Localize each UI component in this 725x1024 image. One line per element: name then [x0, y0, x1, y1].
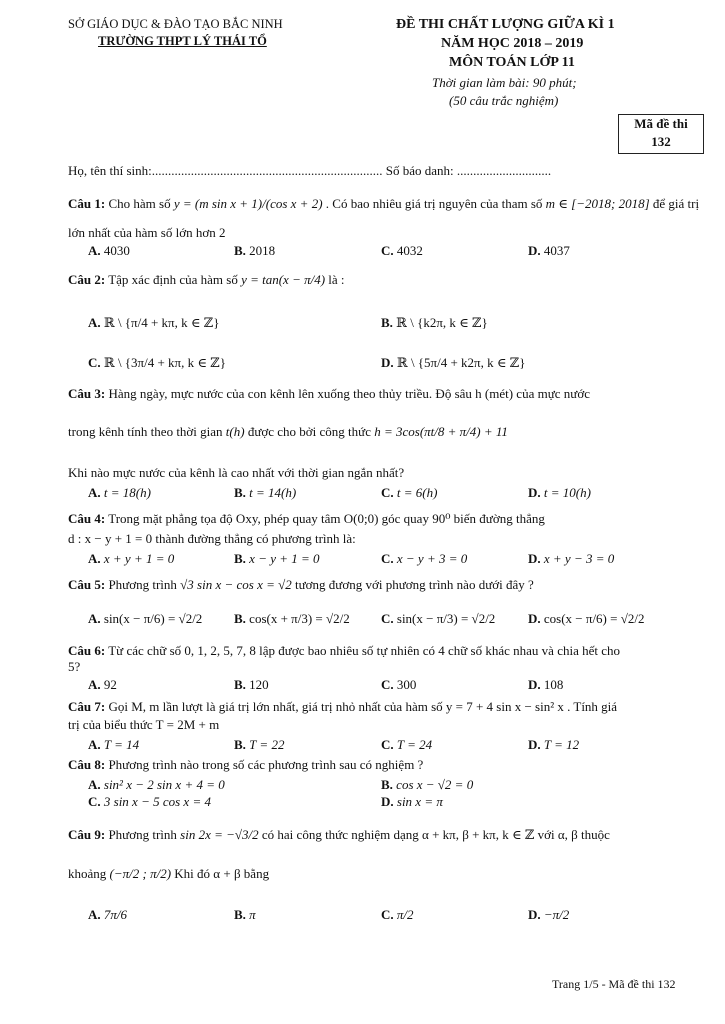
- q9-option-b[interactable]: B. π: [234, 907, 256, 922]
- question-7-cont: trị của biểu thức T = 2M + m: [68, 717, 220, 732]
- q3-option-b[interactable]: B. t = 14(h): [234, 485, 297, 500]
- question-5: Câu 5: Phương trình √3 sin x − cos x = √2 tương đương với phương trình nào dưới đây ?: [68, 577, 534, 592]
- q5-option-a[interactable]: A. sin(x − π/6) = √2/2: [88, 611, 203, 626]
- q6-option-b[interactable]: B. 120: [234, 677, 269, 692]
- student-info-line: Họ, tên thí sinh:....................................................................... Số báo danh: .............................: [68, 163, 552, 178]
- question-7: Câu 7: Gọi M, m lần lượt là giá trị lớn nhất, giá trị nhỏ nhất của hàm số y = 7 + 4 sin x − sin² x . Tính giá: [68, 699, 618, 714]
- q2-option-a[interactable]: A. ℝ \ {π/4 + kπ, k ∈ ℤ}: [88, 315, 220, 330]
- q1-option-a[interactable]: A. 4030: [88, 243, 130, 258]
- question-8: Câu 8: Phương trình nào trong số các phương trình sau có nghiệm ?: [68, 757, 424, 772]
- question-3-formula-line: trong kênh tính theo thời gian t(h) được cho bởi công thức h = 3cos(πt/8 + π/4) + 11: [68, 424, 508, 439]
- question-9: Câu 9: Phương trình sin 2x = −√3/2 có hai công thức nghiệm dạng α + kπ, β + kπ, k ∈ ℤ với α, β thuộc: [68, 827, 610, 842]
- q5-option-c[interactable]: C. sin(x − π/3) = √2/2: [381, 611, 496, 626]
- q2-formula: y = tan(x − π/4): [241, 272, 326, 287]
- q1-formula: y = (m sin x + 1)/(cos x + 2): [173, 196, 323, 211]
- q3-option-c[interactable]: C. t = 6(h): [381, 485, 438, 500]
- q3-option-a[interactable]: A. t = 18(h): [88, 485, 151, 500]
- question-3-ask: Khi nào mực nước của kênh là cao nhất với thời gian ngắn nhất?: [68, 465, 405, 480]
- q9-option-c[interactable]: C. π/2: [381, 907, 414, 922]
- question-3: Câu 3: Hàng ngày, mực nước của con kênh lên xuống theo thủy triều. Độ sâu h (mét) của mực nước: [68, 386, 590, 401]
- q8-option-c[interactable]: C. 3 sin x − 5 cos x = 4: [88, 794, 211, 809]
- question-6-cont: 5?: [68, 659, 81, 674]
- school-name: TRƯỜNG THPT LÝ THÁI TỔ: [98, 34, 267, 48]
- subject-title: MÔN TOÁN LỚP 11: [449, 55, 575, 70]
- question-4-cont: d : x − y + 1 = 0 thành đường thẳng có phương trình là:: [68, 531, 356, 546]
- page-footer: Trang 1/5 - Mã đề thi 132: [552, 977, 676, 991]
- q9-formula: sin 2x = −√3/2: [180, 827, 259, 842]
- q9-option-d[interactable]: D. −π/2: [528, 907, 570, 922]
- exam-code-label: Mã đề thi: [634, 116, 688, 131]
- question-4: Câu 4: Trong mặt phẳng tọa độ Oxy, phép quay tâm O(0;0) góc quay 90⁰ biến đường thẳng: [68, 511, 545, 526]
- question-1: Câu 1: Cho hàm số y = (m sin x + 1)/(cos x + 2) . Có bao nhiêu giá trị nguyên của tham số m ∈ [−2018; 2018] để giá trị: [68, 196, 700, 211]
- q8-option-d[interactable]: D. sin x = π: [381, 794, 443, 809]
- school-year: NĂM HỌC 2018 – 2019: [441, 36, 584, 51]
- q8-option-a[interactable]: A. sin² x − 2 sin x + 4 = 0: [88, 777, 225, 792]
- question-1-cont: lớn nhất của hàm số lớn hơn 2: [68, 225, 226, 240]
- question-9-cont: khoảng (−π/2 ; π/2) Khi đó α + β bằng: [68, 866, 270, 881]
- q1-option-b[interactable]: B. 2018: [234, 243, 276, 258]
- q3-option-d[interactable]: D. t = 10(h): [528, 485, 591, 500]
- q8-option-b[interactable]: B. cos x − √2 = 0: [381, 777, 474, 792]
- q7-option-d[interactable]: D. T = 12: [528, 737, 580, 752]
- q6-option-c[interactable]: C. 300: [381, 677, 417, 692]
- q2-option-b[interactable]: B. ℝ \ {k2π, k ∈ ℤ}: [381, 315, 488, 330]
- exam-title: ĐỀ THI CHẤT LƯỢNG GIỮA KÌ 1: [396, 17, 615, 32]
- q7-option-a[interactable]: A. T = 14: [88, 737, 140, 752]
- q4-option-a[interactable]: A. x + y + 1 = 0: [88, 551, 175, 566]
- q3-formula: h = 3cos(πt/8 + π/4) + 11: [374, 424, 508, 439]
- exam-code-box: [618, 114, 704, 154]
- q1-option-c[interactable]: C. 4032: [381, 243, 423, 258]
- q7-option-b[interactable]: B. T = 22: [234, 737, 285, 752]
- question-2: Câu 2: Tập xác định của hàm số y = tan(x − π/4) là :: [68, 272, 345, 287]
- q4-option-c[interactable]: C. x − y + 3 = 0: [381, 551, 468, 566]
- q4-option-b[interactable]: B. x − y + 1 = 0: [234, 551, 320, 566]
- exam-code-value: 132: [651, 134, 671, 149]
- department-name: SỞ GIÁO DỤC & ĐÀO TẠO BẮC NINH: [68, 17, 283, 31]
- q4-option-d[interactable]: D. x + y − 3 = 0: [528, 551, 615, 566]
- q5-formula: √3 sin x − cos x = √2: [180, 577, 292, 592]
- q6-option-d[interactable]: D. 108: [528, 677, 564, 692]
- q2-option-d[interactable]: D. ℝ \ {5π/4 + k2π, k ∈ ℤ}: [381, 355, 526, 370]
- q5-option-d[interactable]: D. cos(x − π/6) = √2/2: [528, 611, 645, 626]
- q9-option-a[interactable]: A. 7π/6: [88, 907, 128, 922]
- q5-option-b[interactable]: B. cos(x + π/3) = √2/2: [234, 611, 350, 626]
- q7-option-c[interactable]: C. T = 24: [381, 737, 433, 752]
- q1-option-d[interactable]: D. 4037: [528, 243, 570, 258]
- question-6: Câu 6: Từ các chữ số 0, 1, 2, 5, 7, 8 lập được bao nhiêu số tự nhiên có 4 chữ số khác nhau và chia hết cho: [68, 643, 620, 658]
- q6-option-a[interactable]: A. 92: [88, 677, 117, 692]
- question-count: (50 câu trắc nghiệm): [449, 93, 559, 108]
- exam-duration: Thời gian làm bài: 90 phút;: [432, 75, 577, 90]
- q2-option-c[interactable]: C. ℝ \ {3π/4 + kπ, k ∈ ℤ}: [88, 355, 226, 370]
